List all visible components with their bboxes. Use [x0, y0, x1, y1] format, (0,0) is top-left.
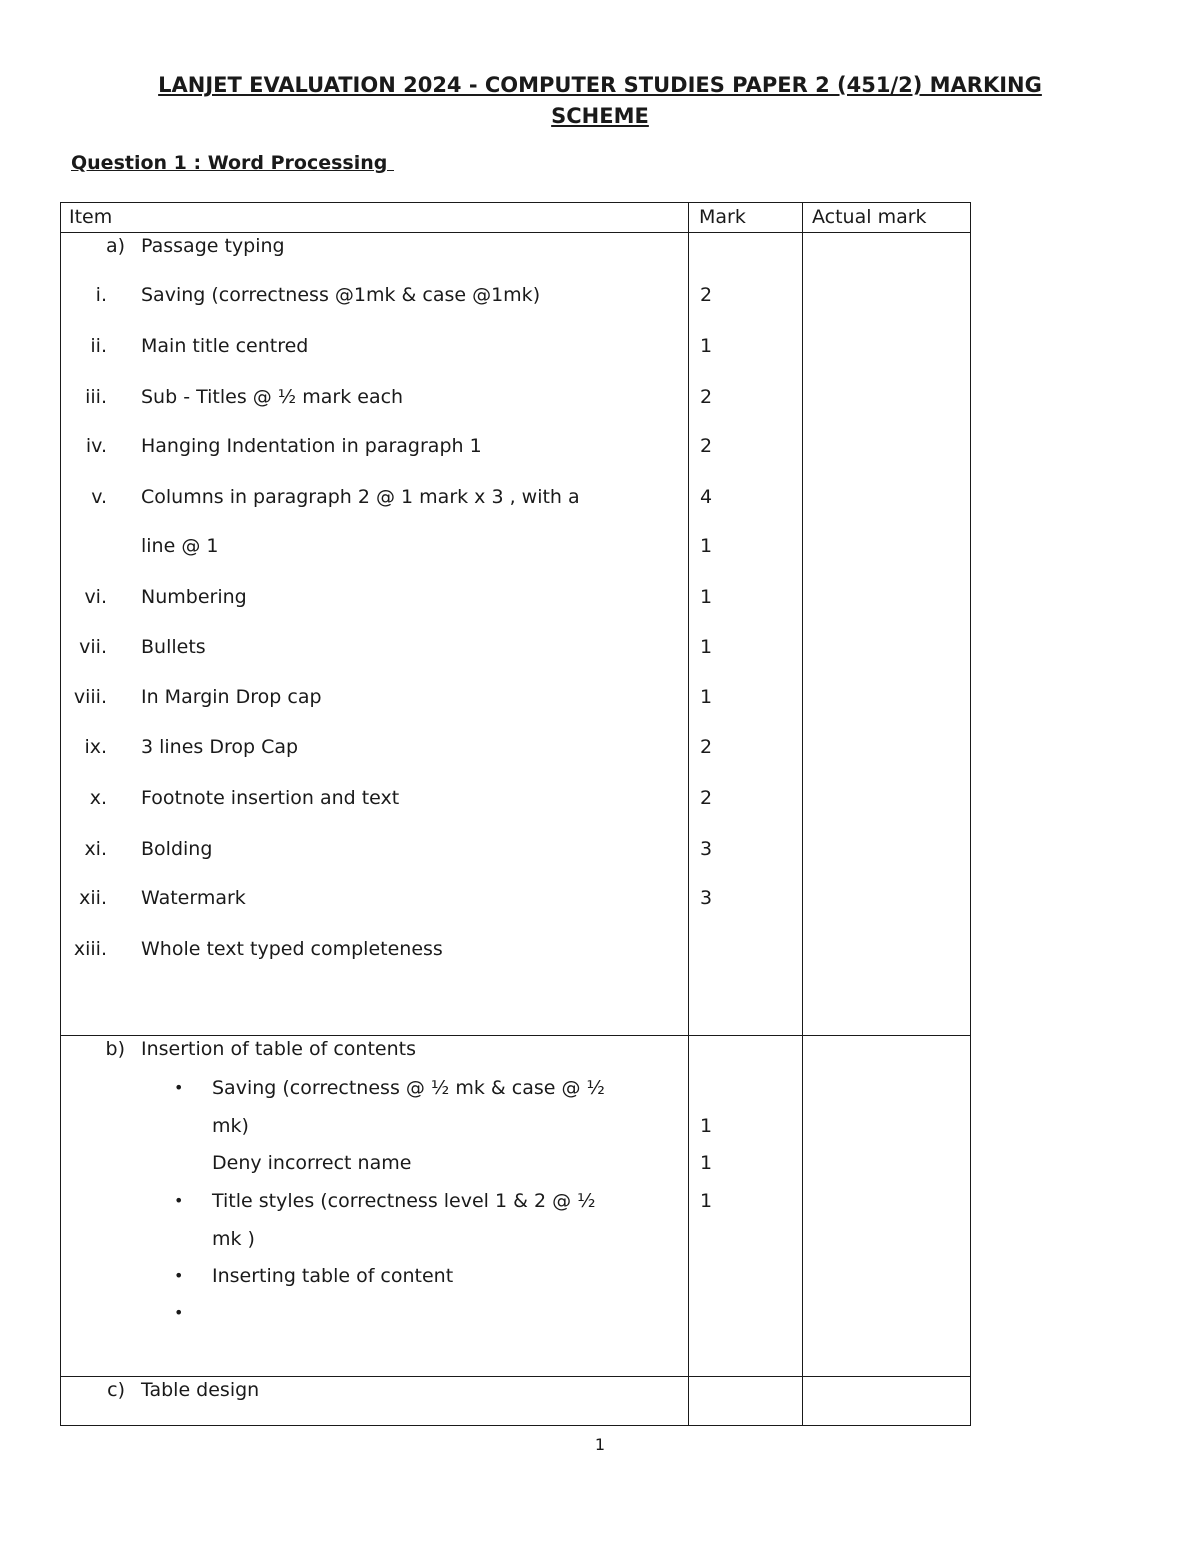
row-number: vi. [84, 586, 107, 608]
section-b-label: b) [105, 1038, 125, 1060]
header-mark: Mark [699, 206, 746, 228]
column-divider-mark [688, 203, 689, 1425]
row-number: i. [95, 284, 107, 306]
header-actual-mark: Actual mark [812, 206, 927, 228]
line-mark: 1 [700, 1190, 713, 1212]
row-number: iii. [85, 386, 107, 408]
row-text: Main title centred [141, 335, 309, 357]
page-number: 1 [594, 1435, 606, 1454]
row-text: line @ 1 [141, 535, 219, 557]
bullet-glyph: • [174, 1266, 184, 1285]
row-number: viii. [73, 686, 107, 708]
row-mark: 2 [700, 386, 713, 408]
header-item: Item [69, 206, 113, 228]
row-text: 3 lines Drop Cap [141, 736, 299, 758]
row-number: xii. [79, 887, 107, 909]
row-mark: 2 [700, 736, 713, 758]
section-a-title: Passage typing [141, 235, 285, 257]
row-number: iv. [85, 435, 107, 457]
row-number: vii. [79, 636, 107, 658]
document-title-line-1: LANJET EVALUATION 2024 - COMPUTER STUDIES PAPER 2 (451/2) MARKING [158, 73, 1042, 97]
line-text: Title styles (correctness level 1 & 2 @ ½ [212, 1190, 596, 1212]
line-text: mk) [212, 1115, 249, 1137]
bullet-glyph: • [174, 1303, 184, 1322]
row-text: Bullets [141, 636, 206, 658]
row-mark: 1 [700, 686, 713, 708]
row-mark: 2 [700, 435, 713, 457]
section-a-label: a) [105, 235, 125, 257]
row-text: Saving (correctness @1mk & case @1mk) [141, 284, 541, 306]
row-mark: 3 [700, 838, 713, 860]
section-c-title: Table design [141, 1379, 260, 1401]
line-mark: 1 [700, 1115, 713, 1137]
row-mark: 4 [700, 486, 713, 508]
document-title-line-2: SCHEME [551, 104, 649, 128]
row-number: ii. [90, 335, 107, 357]
row-text: In Margin Drop cap [141, 686, 322, 708]
row-number: v. [91, 486, 107, 508]
bullet-glyph: • [174, 1191, 184, 1210]
row-text: Bolding [141, 838, 213, 860]
row-number: xiii. [73, 938, 107, 960]
row-mark: 1 [700, 335, 713, 357]
section-divider-c [61, 1376, 970, 1377]
row-text: Numbering [141, 586, 247, 608]
row-number: xi. [84, 838, 107, 860]
row-mark: 1 [700, 535, 713, 557]
line-text: Inserting table of content [212, 1265, 454, 1287]
line-text: Deny incorrect name [212, 1152, 412, 1174]
row-text: Hanging Indentation in paragraph 1 [141, 435, 482, 457]
section-c-label: c) [107, 1379, 125, 1401]
question-heading: Question 1 : Word Processing [71, 152, 394, 174]
row-mark: 3 [700, 887, 713, 909]
line-mark: 1 [700, 1152, 713, 1174]
row-mark: 2 [700, 787, 713, 809]
row-text: Columns in paragraph 2 @ 1 mark x 3 , with a [141, 486, 580, 508]
row-mark: 1 [700, 586, 713, 608]
bullet-glyph: • [174, 1078, 184, 1097]
row-number: ix. [84, 736, 107, 758]
row-number: x. [89, 787, 107, 809]
row-mark: 2 [700, 284, 713, 306]
row-text: Sub - Titles @ ½ mark each [141, 386, 404, 408]
header-divider [61, 232, 970, 233]
row-text: Footnote insertion and text [141, 787, 400, 809]
section-divider-b [61, 1035, 970, 1036]
section-b-title: Insertion of table of contents [141, 1038, 416, 1060]
row-mark: 1 [700, 636, 713, 658]
document-title [60, 70, 1140, 132]
marking-table [60, 202, 971, 1426]
row-text: Whole text typed completeness [141, 938, 443, 960]
column-divider-actual [802, 203, 803, 1425]
line-text: Saving (correctness @ ½ mk & case @ ½ [212, 1077, 605, 1099]
row-text: Watermark [141, 887, 246, 909]
line-text: mk ) [212, 1228, 255, 1250]
